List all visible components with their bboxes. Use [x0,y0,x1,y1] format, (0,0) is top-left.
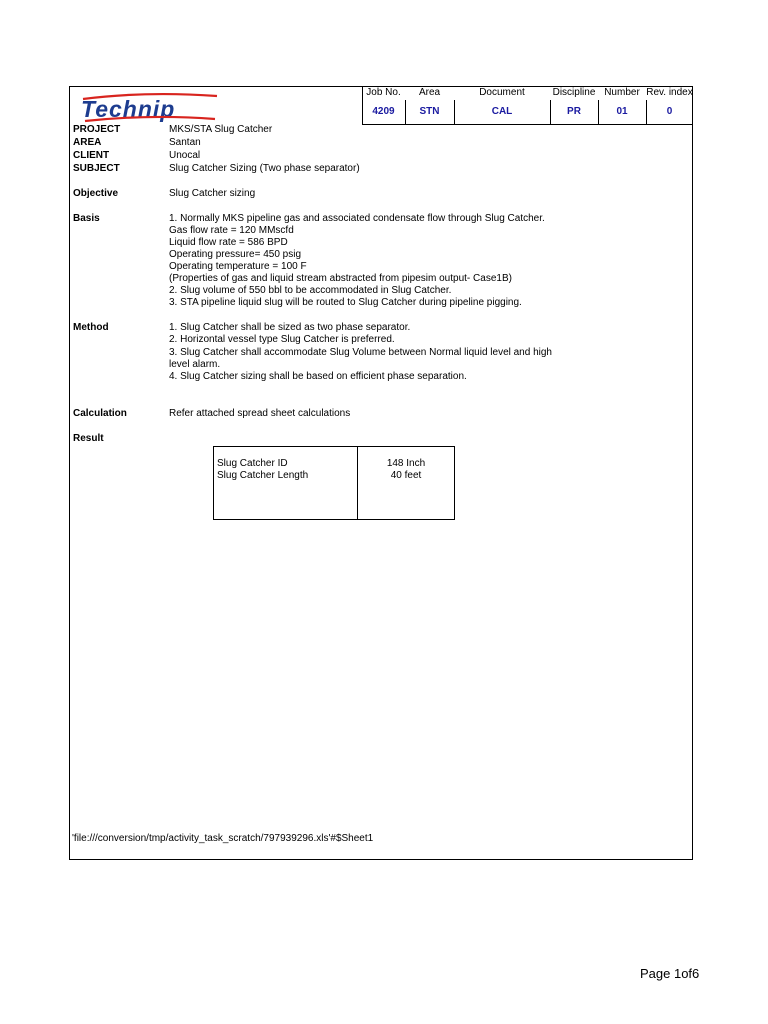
label-discipline: Discipline [552,87,596,98]
calculation-value: Refer attached spread sheet calculations [169,408,351,419]
basis-line: (Properties of gas and liquid stream abstracted from pipesim output- Case1B) [169,273,512,284]
page-number: Page 1of6 [640,966,700,981]
basis-line: 2. Slug volume of 550 bbl to be accommodated in Slug Catcher. [169,285,452,296]
value-area: STN [419,106,440,117]
result-label: Result [73,433,104,444]
objective-label: Objective [73,188,119,199]
label-document: Document [479,87,525,98]
subject-value: Slug Catcher Sizing (Two phase separator) [169,163,360,174]
basis-label: Basis [73,213,100,224]
method-label: Method [73,322,109,333]
value-document: CAL [491,106,513,117]
value-job-no: 4209 [372,106,395,117]
result-name: Slug Catcher ID [217,458,288,469]
method-line: 2. Horizontal vessel type Slug Catcher is preferred. [169,334,395,345]
basis-line: Operating temperature = 100 F [169,261,307,272]
project-label: PROJECT [73,124,121,135]
value-rev-index: 0 [666,106,673,117]
label-rev-index: Rev. index [646,87,693,98]
calculation-label: Calculation [73,408,127,419]
value-discipline: PR [567,106,581,117]
basis-line: 3. STA pipeline liquid slug will be routed to Slug Catcher during pipeline pigging. [169,297,522,308]
basis-line: Gas flow rate = 120 MMscfd [169,225,294,236]
area-value: Santan [169,137,201,148]
method-line: level alarm. [169,359,221,370]
method-line: 4. Slug Catcher sizing shall be based on efficient phase separation. [169,371,467,382]
basis-line: Operating pressure= 450 psig [169,249,302,260]
method-line: 3. Slug Catcher shall accommodate Slug Volume between Normal liquid level and high [169,347,552,358]
method-line: 1. Slug Catcher shall be sized as two phase separator. [169,322,411,333]
label-job-no: Job No. [366,87,401,98]
result-value: 148 Inch [386,458,426,469]
label-area: Area [418,87,441,98]
client-value: Unocal [169,150,201,161]
value-number: 01 [616,106,628,117]
svg-text:Technip: Technip [81,96,176,122]
client-label: CLIENT [73,150,110,161]
basis-line: Liquid flow rate = 586 BPD [169,237,288,248]
subject-label: SUBJECT [73,163,120,174]
project-value: MKS/STA Slug Catcher [169,124,273,135]
technip-logo [75,90,225,124]
basis-line: 1. Normally MKS pipeline gas and associated condensate flow through Slug Catcher. [169,213,545,224]
file-path: 'file:///conversion/tmp/activity_task_scratch/797939296.xls'#$Sheet1 [72,833,374,844]
result-value: 40 feet [390,470,422,481]
area-label: AREA [73,137,102,148]
label-number: Number [604,87,640,98]
result-name: Slug Catcher Length [217,470,309,481]
objective-value: Slug Catcher sizing [169,188,256,199]
header-bottom-line [362,124,693,125]
